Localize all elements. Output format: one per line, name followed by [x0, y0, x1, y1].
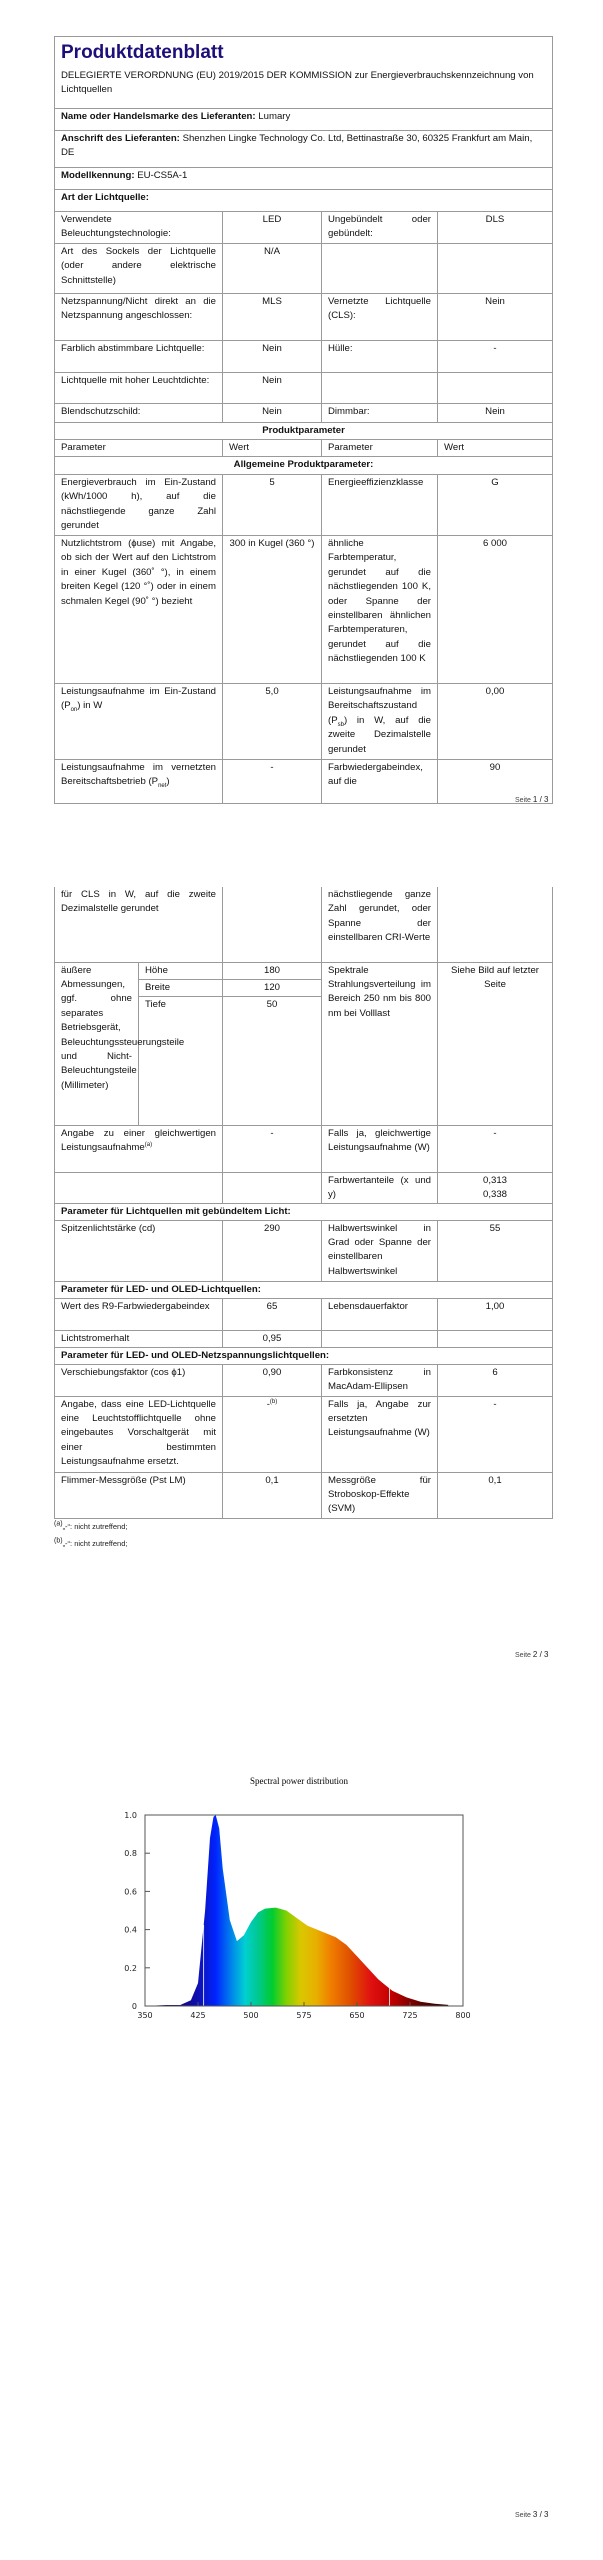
value-cell: 6 — [438, 1364, 553, 1396]
table-row — [55, 1220, 553, 1281]
parameter-cell: Farblich abstimmbare Lichtquelle: — [55, 341, 223, 373]
spectral-power-chart — [0, 1760, 603, 2050]
parameter-cell: Falls ja, Angabe zur ersetzten Leistungsaufnahme (W) — [322, 1396, 438, 1472]
info-value: Lumary — [258, 111, 291, 122]
page-num: 1 / 3 — [532, 795, 549, 804]
cell-text-pre: Leistungsaufnahme im vernetzten Bereitschaftsbetrieb (P — [61, 762, 216, 788]
value-cell: 1,00 — [438, 1298, 553, 1330]
parameter-cell: Spitzenlichtstärke (cd) — [55, 1220, 223, 1281]
parameter-cell: nächstliegende ganze Zahl gerundet, oder Spanne der einstellbaren CRI-Werte — [322, 887, 438, 962]
table-row — [55, 404, 553, 423]
page2-table-wrapper — [54, 887, 552, 1521]
info-value: EU-CS5A-1 — [137, 170, 188, 181]
table-row — [55, 109, 553, 131]
section-title: Parameter für LED- und OLED-Lichtquellen: — [55, 1281, 553, 1298]
cell-text-pre: Leistungsaufnahme im Ein-Zustand (P — [61, 686, 216, 712]
dimension-name: Breite — [139, 979, 223, 996]
value-cell: LED — [223, 212, 322, 244]
page1-table-wrapper — [54, 36, 552, 789]
cell-text-pre: Leistungsaufnahme im Bereitschaftszustand (P — [328, 686, 431, 726]
table-row — [55, 1364, 553, 1396]
section-title: Parameter für Lichtquellen mit gebündeltem Licht: — [55, 1203, 553, 1220]
parameter-cell: Messgröße für Stroboskop-Effekte (SVM) — [322, 1472, 438, 1518]
footnote-a — [54, 1522, 127, 1531]
value-cell: - — [223, 1125, 322, 1172]
section-title: Parameter für LED- und OLED-Netzspannungslichtquellen: — [55, 1347, 553, 1364]
parameter-cell: Ungebündelt oder gebündelt: — [322, 212, 438, 244]
parameter-cell: Energieverbrauch im Ein-Zustand (kWh/1000 h), auf die nächstliegende ganze Zahl gerundet — [55, 475, 223, 536]
page-label: Seite — [515, 2512, 531, 2519]
value-cell: 0,95 — [223, 1330, 322, 1347]
value-cell — [438, 244, 553, 294]
parameter-cell: Wert des R9-Farbwiedergabeindex — [55, 1298, 223, 1330]
page-number-2 — [515, 1650, 549, 1659]
table-row — [55, 244, 553, 294]
footnote-mark: (a) — [54, 1520, 63, 1528]
page-title: Produktdatenblatt — [61, 42, 224, 63]
y-tick-label: 1.0 — [124, 1811, 137, 1820]
value-cell: 0,1 — [223, 1472, 322, 1518]
info-cell — [55, 190, 553, 212]
table-row — [55, 131, 553, 168]
table-row — [55, 536, 553, 684]
table-row — [55, 1472, 553, 1518]
parameter-cell: Lichtquelle mit hoher Leuchtdichte: — [55, 373, 223, 404]
table-row — [55, 341, 553, 373]
value-cell — [438, 1330, 553, 1347]
table-row — [55, 760, 553, 804]
table-row — [55, 1172, 553, 1203]
parameter-cell: Verwendete Beleuchtungstechnologie: — [55, 212, 223, 244]
footnote-mark: (b) — [54, 1537, 63, 1545]
value-cell — [438, 373, 553, 404]
cell-text-pre: Angabe zu einer gleichwertigen Leistungsaufnahme — [61, 1127, 216, 1153]
value-cell: - — [223, 760, 322, 804]
regulation-text: DELEGIERTE VERORDNUNG (EU) 2019/2015 DER KOMMISSION zur Energieverbrauchskennzeichnung von Lichtquellen — [61, 70, 534, 96]
parameter-cell — [322, 244, 438, 294]
value-cell: 65 — [223, 1298, 322, 1330]
value-cell: - — [438, 1396, 553, 1472]
value-cell: MLS — [223, 294, 322, 341]
cell-text-sub: sb — [337, 721, 344, 728]
footnote-text: „-“: nicht zutreffend; — [62, 1522, 128, 1531]
parameter-cell: Hülle: — [322, 341, 438, 373]
page-num: 2 / 3 — [532, 1650, 549, 1659]
y-tick-label: 0.6 — [124, 1887, 137, 1897]
chart-title: Spectral power distribution — [250, 1776, 348, 1786]
section-row — [55, 423, 553, 440]
info-value: Shenzhen Lingke Technology Co. Ltd, Bettinastraße 30, 60325 Frankfurt am Main, DE — [61, 133, 533, 159]
page-label: Seite — [515, 797, 531, 804]
parameter-cell: Halbwertswinkel in Grad oder Spanne der einstellbaren Halbwertswinkel — [322, 1220, 438, 1281]
value-cell — [223, 1396, 322, 1472]
section-row — [55, 1203, 553, 1220]
value-cell: 0,90 — [223, 1364, 322, 1396]
value-cell: 5 — [223, 475, 322, 536]
table-row — [55, 1396, 553, 1472]
value-cell: Siehe Bild auf letzter Seite — [438, 962, 553, 1125]
parameter-cell: Energieeffizienzklasse — [322, 475, 438, 536]
parameter-cell: Dimmbar: — [322, 404, 438, 423]
parameter-cell: Lichtstromerhalt — [55, 1330, 223, 1347]
cell-text-post: ) in W, auf die zweite Dezimalstelle gerundet — [328, 714, 431, 755]
table-row — [55, 212, 553, 244]
value-cell: Nein — [223, 373, 322, 404]
cell-text-sup: (b) — [269, 1398, 278, 1405]
value-cell: - — [438, 1125, 553, 1172]
value-cell: Nein — [438, 404, 553, 423]
footnote-text: „-“: nicht zutreffend; — [62, 1539, 128, 1548]
parameter-cell: Blendschutzschild: — [55, 404, 223, 423]
table-row — [55, 1125, 553, 1172]
info-label: Modellkennung: — [61, 170, 135, 181]
x-tick-label: 425 — [190, 2011, 206, 2020]
table-row — [55, 887, 553, 962]
value-cell: 90 — [438, 760, 553, 804]
value-cell: 0,313 0,338 — [438, 1172, 553, 1203]
parameter-cell: Nutzlichtstrom (ϕuse) mit Angabe, ob sich der Wert auf den Lichtstrom in einer Kugel (360˚ °), in einem breiten Kegel (120 °˚) oder in einem schmalen Kegel (90˚ °) bezieht — [55, 536, 223, 684]
x-tick-label: 725 — [402, 2011, 418, 2020]
parameter-cell: ähnliche Farbtemperatur, gerundet auf die nächstliegenden 100 K, oder Spanne der einstellbaren ähnlichen Farbtemperaturen, gerundet auf die nächstliegenden 100 K — [322, 536, 438, 684]
parameter-cell: Farbwiedergabeindex, auf die — [322, 760, 438, 804]
cell-text-sup: (a) — [144, 1141, 153, 1148]
table-row — [55, 373, 553, 404]
value-cell: 55 — [438, 1220, 553, 1281]
x-tick-label: 500 — [243, 2011, 259, 2020]
parameter-cell: Art des Sockels der Lichtquelle (oder andere elektrische Schnittstelle) — [55, 244, 223, 294]
y-tick-label: 0 — [131, 2002, 137, 2011]
info-cell — [55, 168, 553, 190]
value-cell: 290 — [223, 1220, 322, 1281]
value-cell: G — [438, 475, 553, 536]
column-header: Wert — [223, 440, 322, 457]
value-cell: Nein — [223, 341, 322, 373]
dimension-value: 180 — [223, 962, 322, 979]
value-cell: DLS — [438, 212, 553, 244]
dimension-value: 50 — [223, 996, 322, 1125]
table-row — [55, 1298, 553, 1330]
header-cell — [55, 37, 553, 109]
product-data-table-page1 — [54, 36, 553, 804]
table-row — [55, 684, 553, 760]
dimension-value: 120 — [223, 979, 322, 996]
value-cell: 5,0 — [223, 684, 322, 760]
page-label: Seite — [515, 1652, 531, 1659]
page-number-1 — [515, 795, 549, 804]
value-cell: Nein — [438, 294, 553, 341]
parameter-cell: Flimmer-Messgröße (Pst LM) — [55, 1472, 223, 1518]
parameter-cell: Angabe, dass eine LED-Lichtquelle eine Leuchtstofflichtquelle ohne eingebautes Vorschaltgerät mit einer bestimmten Leistungsaufnahme ersetzt. — [55, 1396, 223, 1472]
parameter-cell: Vernetzte Lichtquelle (CLS): — [322, 294, 438, 341]
page-number-3 — [515, 2510, 549, 2519]
cell-text-sub: net — [158, 783, 167, 790]
value-cell: Nein — [223, 404, 322, 423]
dimension-name: Tiefe — [139, 996, 223, 1125]
table-row — [55, 294, 553, 341]
y-tick-label: 0.4 — [124, 1925, 137, 1935]
value-cell: 0,1 — [438, 1472, 553, 1518]
header-row — [55, 440, 553, 457]
cell-text-sub: on — [70, 707, 78, 714]
x-tick-label: 575 — [296, 2011, 312, 2020]
info-cell — [55, 131, 553, 168]
parameter-cell: Farbkonsistenz in MacAdam-Ellipsen — [322, 1364, 438, 1396]
table-row — [55, 962, 553, 979]
parameter-cell: Netzspannung/Nicht direkt an die Netzspannung angeschlossen: — [55, 294, 223, 341]
value-cell: 0,00 — [438, 684, 553, 760]
parameter-cell — [322, 373, 438, 404]
value-cell — [438, 887, 553, 962]
value-cell — [223, 1172, 322, 1203]
footnote-b — [54, 1539, 127, 1548]
value-cell: 6 000 — [438, 536, 553, 684]
parameter-cell — [55, 1125, 223, 1172]
table-row — [55, 190, 553, 212]
section-row — [55, 1347, 553, 1364]
column-header: Parameter — [55, 440, 223, 457]
table-row — [55, 1330, 553, 1347]
y-tick-label: 0.2 — [124, 1963, 137, 1973]
parameter-cell: Verschiebungsfaktor (cos ϕ1) — [55, 1364, 223, 1396]
value-cell: N/A — [223, 244, 322, 294]
parameter-cell — [55, 1172, 223, 1203]
table-row — [55, 168, 553, 190]
y-tick-label: 0.8 — [124, 1849, 137, 1859]
parameter-cell — [55, 684, 223, 760]
x-tick-label: 800 — [455, 2011, 471, 2020]
parameter-cell: Spektrale Strahlungsverteilung im Bereich 250 nm bis 800 nm bei Volllast — [322, 962, 438, 1125]
section-title: Allgemeine Produktparameter: — [55, 457, 553, 475]
section-row — [55, 457, 553, 475]
parameter-cell: Farbwertanteile (x und y) — [322, 1172, 438, 1203]
info-label: Anschrift des Lieferanten: — [61, 133, 180, 144]
parameter-cell — [55, 760, 223, 804]
section-title: Produktparameter — [55, 423, 553, 440]
parameter-cell: Lebensdauerfaktor — [322, 1298, 438, 1330]
column-header: Parameter — [322, 440, 438, 457]
table-row — [55, 475, 553, 536]
product-data-table-page2 — [54, 887, 553, 1519]
parameter-cell: Falls ja, gleichwertige Leistungsaufnahme (W) — [322, 1125, 438, 1172]
page-num: 3 / 3 — [532, 2510, 549, 2519]
value-cell: 300 in Kugel (360 °) — [223, 536, 322, 684]
cell-text-post: ) in W — [77, 700, 103, 712]
parameter-cell — [322, 1330, 438, 1347]
info-label: Name oder Handelsmarke des Lieferanten: — [61, 111, 256, 122]
dimension-name: Höhe — [139, 962, 223, 979]
value-cell: - — [438, 341, 553, 373]
value-cell — [223, 887, 322, 962]
x-tick-label: 350 — [137, 2011, 153, 2020]
parameter-cell — [322, 684, 438, 760]
info-label: Art der Lichtquelle: — [61, 192, 149, 203]
cell-text-post: ) — [166, 776, 170, 788]
x-tick-label: 650 — [349, 2011, 365, 2020]
dimensions-label: äußere Abmessungen, ggf. ohne separates Betriebsgerät, Beleuchtungssteuerungsteile und Nicht-Beleuchtungsteile (Millimeter) — [55, 962, 139, 1125]
spectrum-area — [145, 1815, 448, 2006]
parameter-cell: für CLS in W, auf die zweite Dezimalstelle gerundet — [55, 887, 223, 962]
column-header: Wert — [438, 440, 553, 457]
section-row — [55, 1281, 553, 1298]
cell-text-pre: - — [266, 1398, 270, 1410]
info-cell — [55, 109, 553, 131]
